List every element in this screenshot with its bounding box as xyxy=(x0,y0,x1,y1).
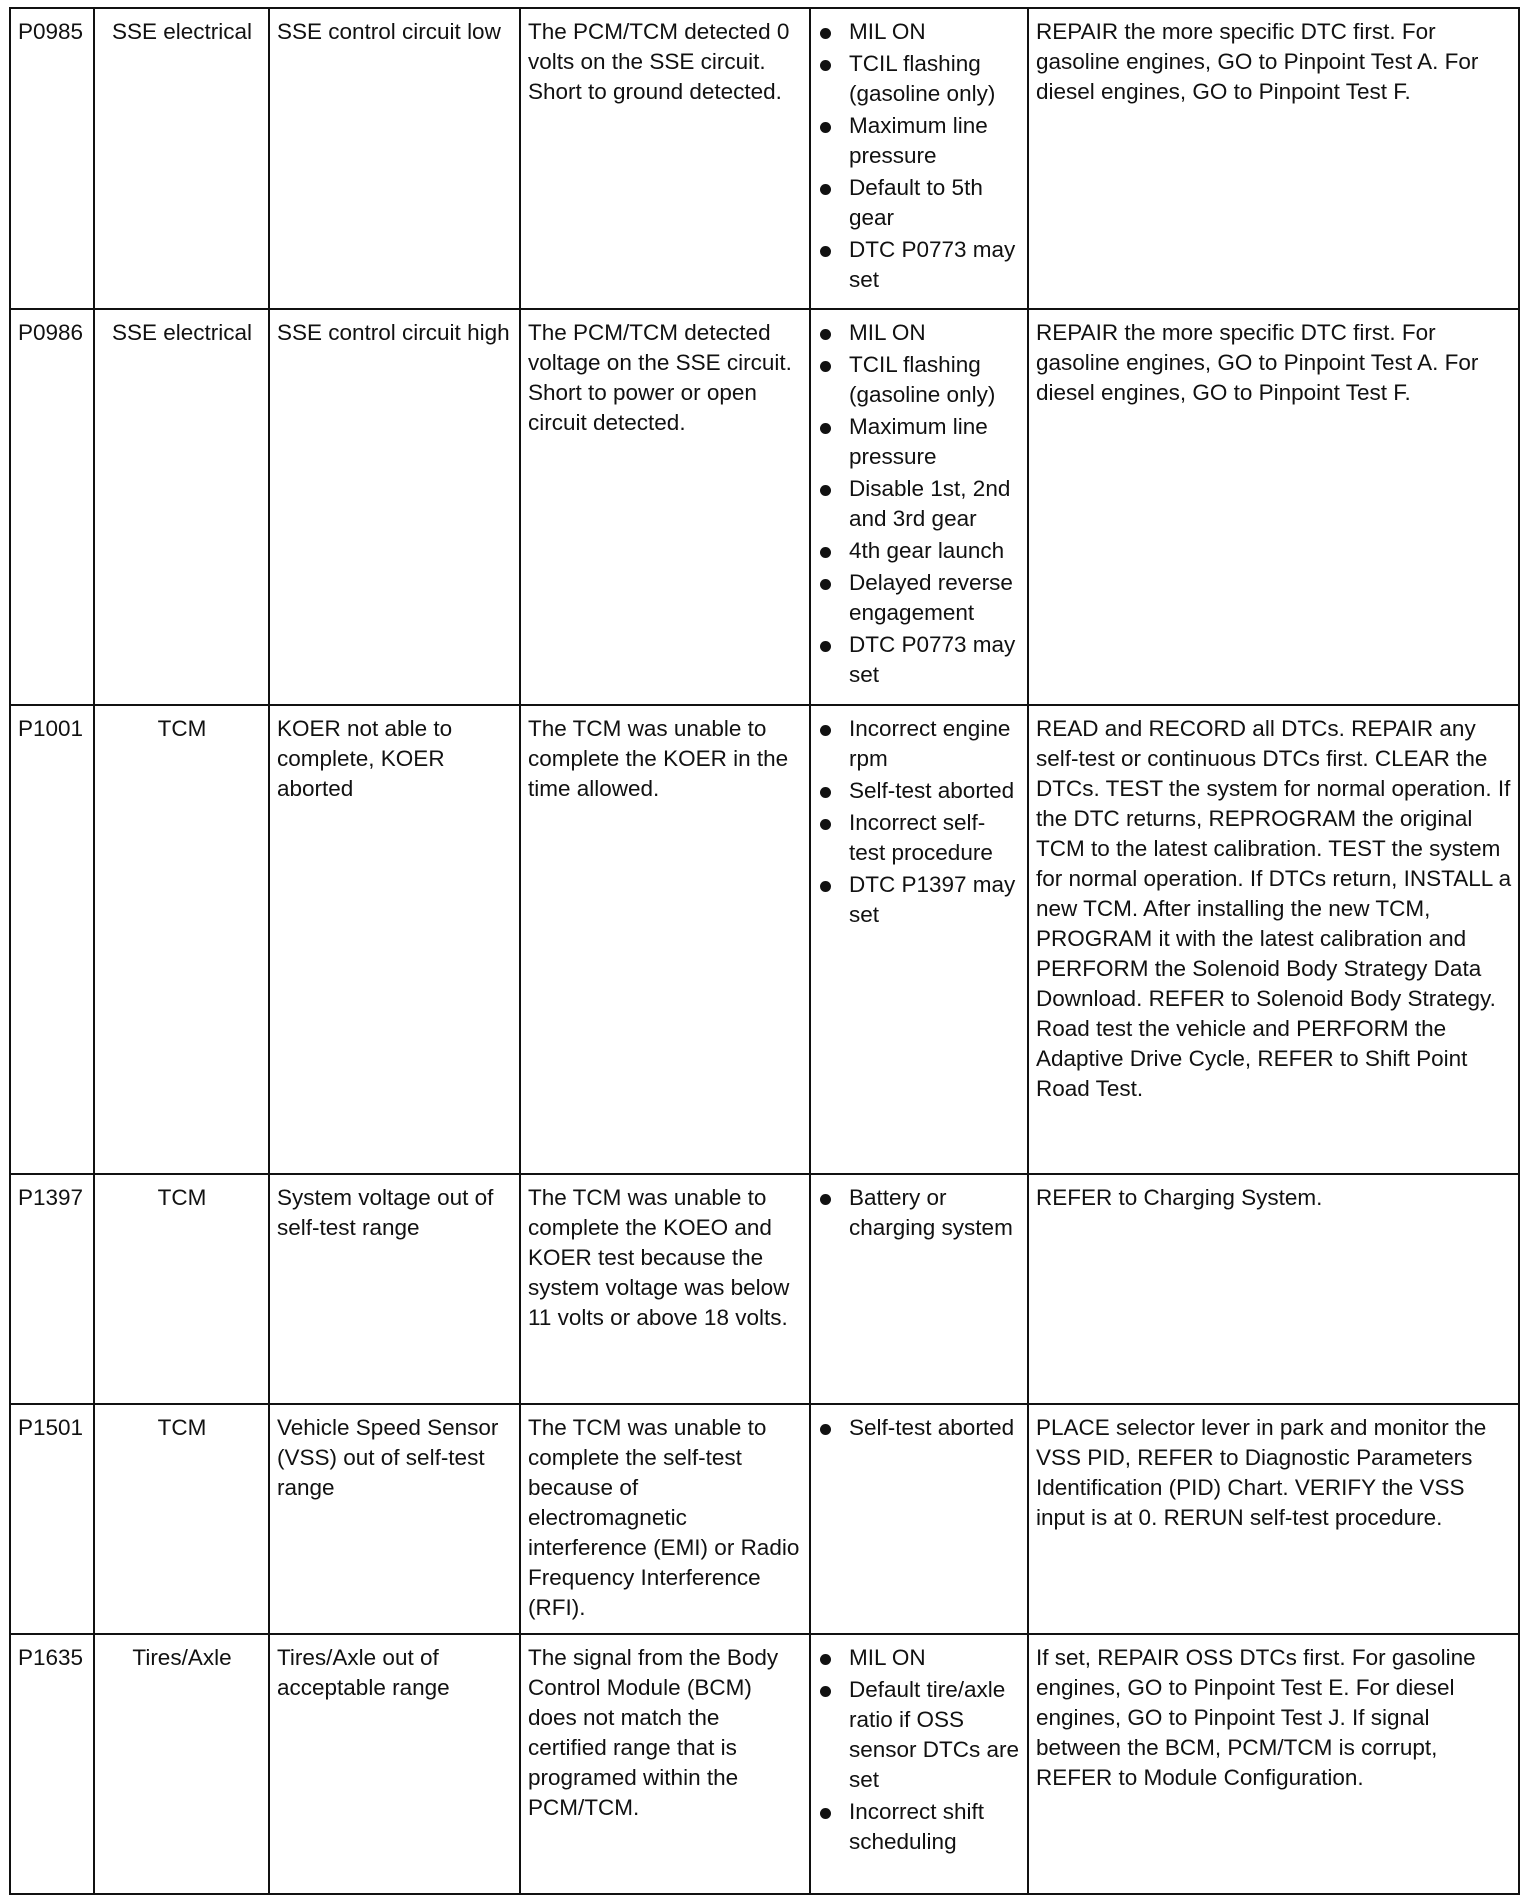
symptom-item: MIL ON xyxy=(818,318,1021,348)
symptom-item: 4th gear launch xyxy=(818,536,1021,566)
symptom-item: Self-test aborted xyxy=(818,776,1021,806)
symptom-list xyxy=(818,17,1021,295)
symptom-item: Maximum line pressure xyxy=(818,111,1021,171)
symptom-item: Disable 1st, 2nd and 3rd gear xyxy=(818,474,1021,534)
system-cell: SSE electrical xyxy=(94,309,269,705)
condition-cell: The PCM/TCM detected voltage on the SSE circuit. Short to power or open circuit detected. xyxy=(520,309,810,705)
symptom-item: Battery or charging system xyxy=(818,1183,1021,1243)
action-cell: If set, REPAIR OSS DTCs first. For gasoline engines, GO to Pinpoint Test E. For diesel engines, GO to Pinpoint Test J. If signal between the BCM, PCM/TCM is corrupt, REFER to Module Configuration. xyxy=(1028,1634,1519,1894)
table-row xyxy=(10,1404,1519,1634)
symptoms-cell xyxy=(810,705,1028,1174)
system-cell: TCM xyxy=(94,1404,269,1634)
condition-cell: The TCM was unable to complete the KOER in the time allowed. xyxy=(520,705,810,1174)
symptom-list xyxy=(818,714,1021,930)
symptom-item: Self-test aborted xyxy=(818,1413,1021,1443)
symptom-item: MIL ON xyxy=(818,17,1021,47)
symptom-list xyxy=(818,318,1021,690)
description-cell: Tires/Axle out of acceptable range xyxy=(269,1634,520,1894)
description-cell: KOER not able to complete, KOER aborted xyxy=(269,705,520,1174)
action-cell: REFER to Charging System. xyxy=(1028,1174,1519,1404)
system-cell: TCM xyxy=(94,1174,269,1404)
dtc-table xyxy=(9,7,1520,1895)
action-cell: REPAIR the more specific DTC first. For gasoline engines, GO to Pinpoint Test A. For diesel engines, GO to Pinpoint Test F. xyxy=(1028,8,1519,309)
symptom-item: DTC P0773 may set xyxy=(818,235,1021,295)
symptom-list xyxy=(818,1413,1021,1443)
condition-cell: The PCM/TCM detected 0 volts on the SSE circuit. Short to ground detected. xyxy=(520,8,810,309)
action-cell: PLACE selector lever in park and monitor the VSS PID, REFER to Diagnostic Parameters Identification (PID) Chart. VERIFY the VSS input is at 0. RERUN self-test procedure. xyxy=(1028,1404,1519,1634)
symptom-item: Maximum line pressure xyxy=(818,412,1021,472)
symptom-item: Incorrect engine rpm xyxy=(818,714,1021,774)
system-cell: SSE electrical xyxy=(94,8,269,309)
condition-cell: The TCM was unable to complete the KOEO and KOER test because the system voltage was below 11 volts or above 18 volts. xyxy=(520,1174,810,1404)
dtc-table-body xyxy=(10,8,1519,1894)
symptoms-cell xyxy=(810,1404,1028,1634)
symptoms-cell xyxy=(810,309,1028,705)
dtc-code-cell: P0986 xyxy=(10,309,94,705)
description-cell: SSE control circuit low xyxy=(269,8,520,309)
symptoms-cell xyxy=(810,8,1028,309)
symptom-item: MIL ON xyxy=(818,1643,1021,1673)
condition-cell: The signal from the Body Control Module (BCM) does not match the certified range that is programed within the PCM/TCM. xyxy=(520,1634,810,1894)
symptom-list xyxy=(818,1643,1021,1857)
symptom-list xyxy=(818,1183,1021,1243)
symptom-item: Incorrect self-test procedure xyxy=(818,808,1021,868)
table-row xyxy=(10,1174,1519,1404)
symptoms-cell xyxy=(810,1174,1028,1404)
symptom-item: DTC P0773 may set xyxy=(818,630,1021,690)
table-row xyxy=(10,309,1519,705)
dtc-code-cell: P1635 xyxy=(10,1634,94,1894)
action-cell: REPAIR the more specific DTC first. For gasoline engines, GO to Pinpoint Test A. For diesel engines, GO to Pinpoint Test F. xyxy=(1028,309,1519,705)
table-row xyxy=(10,705,1519,1174)
table-row xyxy=(10,8,1519,309)
dtc-code-cell: P0985 xyxy=(10,8,94,309)
condition-cell: The TCM was unable to complete the self-test because of electromagnetic interference (EMI) or Radio Frequency Interference (RFI). xyxy=(520,1404,810,1634)
table-row xyxy=(10,1634,1519,1894)
symptom-item: TCIL flashing (gasoline only) xyxy=(818,350,1021,410)
dtc-code-cell: P1501 xyxy=(10,1404,94,1634)
dtc-code-cell: P1001 xyxy=(10,705,94,1174)
description-cell: Vehicle Speed Sensor (VSS) out of self-test range xyxy=(269,1404,520,1634)
symptoms-cell xyxy=(810,1634,1028,1894)
description-cell: System voltage out of self-test range xyxy=(269,1174,520,1404)
symptom-item: Default tire/axle ratio if OSS sensor DTCs are set xyxy=(818,1675,1021,1795)
system-cell: Tires/Axle xyxy=(94,1634,269,1894)
symptom-item: Default to 5th gear xyxy=(818,173,1021,233)
symptom-item: Delayed reverse engagement xyxy=(818,568,1021,628)
symptom-item: DTC P1397 may set xyxy=(818,870,1021,930)
system-cell: TCM xyxy=(94,705,269,1174)
symptom-item: Incorrect shift scheduling xyxy=(818,1797,1021,1857)
symptom-item: TCIL flashing (gasoline only) xyxy=(818,49,1021,109)
dtc-code-cell: P1397 xyxy=(10,1174,94,1404)
action-cell: READ and RECORD all DTCs. REPAIR any self-test or continuous DTCs first. CLEAR the DTCs. TEST the system for normal operation. If the DTC returns, REPROGRAM the original TCM to the latest calibration. TEST the system for normal operation. If DTCs return, INSTALL a new TCM. After installing the new TCM, PROGRAM it with the latest calibration and PERFORM the Solenoid Body Strategy Data Download. REFER to Solenoid Body Strategy. Road test the vehicle and PERFORM the Adaptive Drive Cycle, REFER to Shift Point Road Test. xyxy=(1028,705,1519,1174)
description-cell: SSE control circuit high xyxy=(269,309,520,705)
